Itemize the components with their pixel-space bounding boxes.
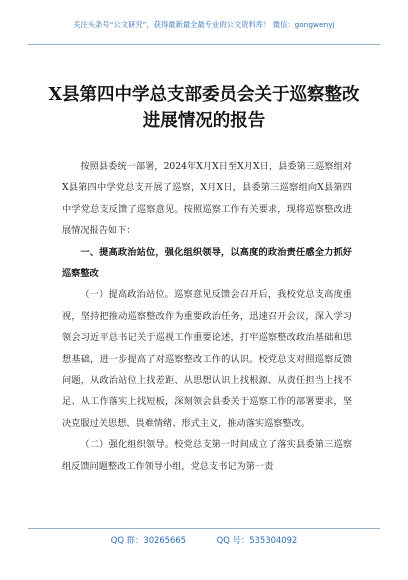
footer-qq-number: QQ 号：535304092 xyxy=(216,535,298,545)
section-heading: 一、提高政治站位，强化组织领导，以高度的政治责任感全力抓好巡察整改 xyxy=(62,246,352,280)
header-divider xyxy=(28,44,380,45)
document-body xyxy=(62,156,352,477)
document-title: X县第四中学总支部委员会关于巡察整改进展情况的报告 xyxy=(48,85,360,131)
header-banner: 关注头条号“公文研究”，获得最新最全最专业的公文资料库！ 微信：gongwenyj xyxy=(73,20,335,29)
body-paragraph: （二）强化组织领导。校党总支第一时间成立了落实县委第三巡察组反馈问题整改工作领导小组，党总支书记为第一责 xyxy=(62,439,352,472)
intro-paragraph: 按照县委统一部署，2024年X月X日至X月X日，县委第三巡察组对X县第四中学党总支开展了巡察，X月X日，县委第三巡察组向X县第四中学党总支反馈了巡察意见。按照巡察工作有关要求，现将巡察整改进展情况报告如下： xyxy=(62,161,352,237)
footer-qq-group: QQ 群：30265665 xyxy=(110,535,186,545)
body-paragraph: （一）提高政治站位。巡察意见反馈会召开后，我校党总支高度重视，坚持把推动巡察整改作为重要政治任务，迅速召开会议，深入学习领会习近平总书记关于巡视工作重要论述，打牢巡察整改政治基础和思想基础，进一步提高了对巡察整改工作的认识。校党总支对照巡察反馈问题，从政治站位上找差距、从思想认识上找根源、从责任担当上找不足、从工作落实上找短板，深刻领会县委关于巡察工作的部署要求，坚决克服过关思想、畏难情绪、形式主义，推动落实巡察整改。 xyxy=(62,289,352,429)
footer-contact xyxy=(0,534,408,546)
footer-divider xyxy=(28,528,380,529)
